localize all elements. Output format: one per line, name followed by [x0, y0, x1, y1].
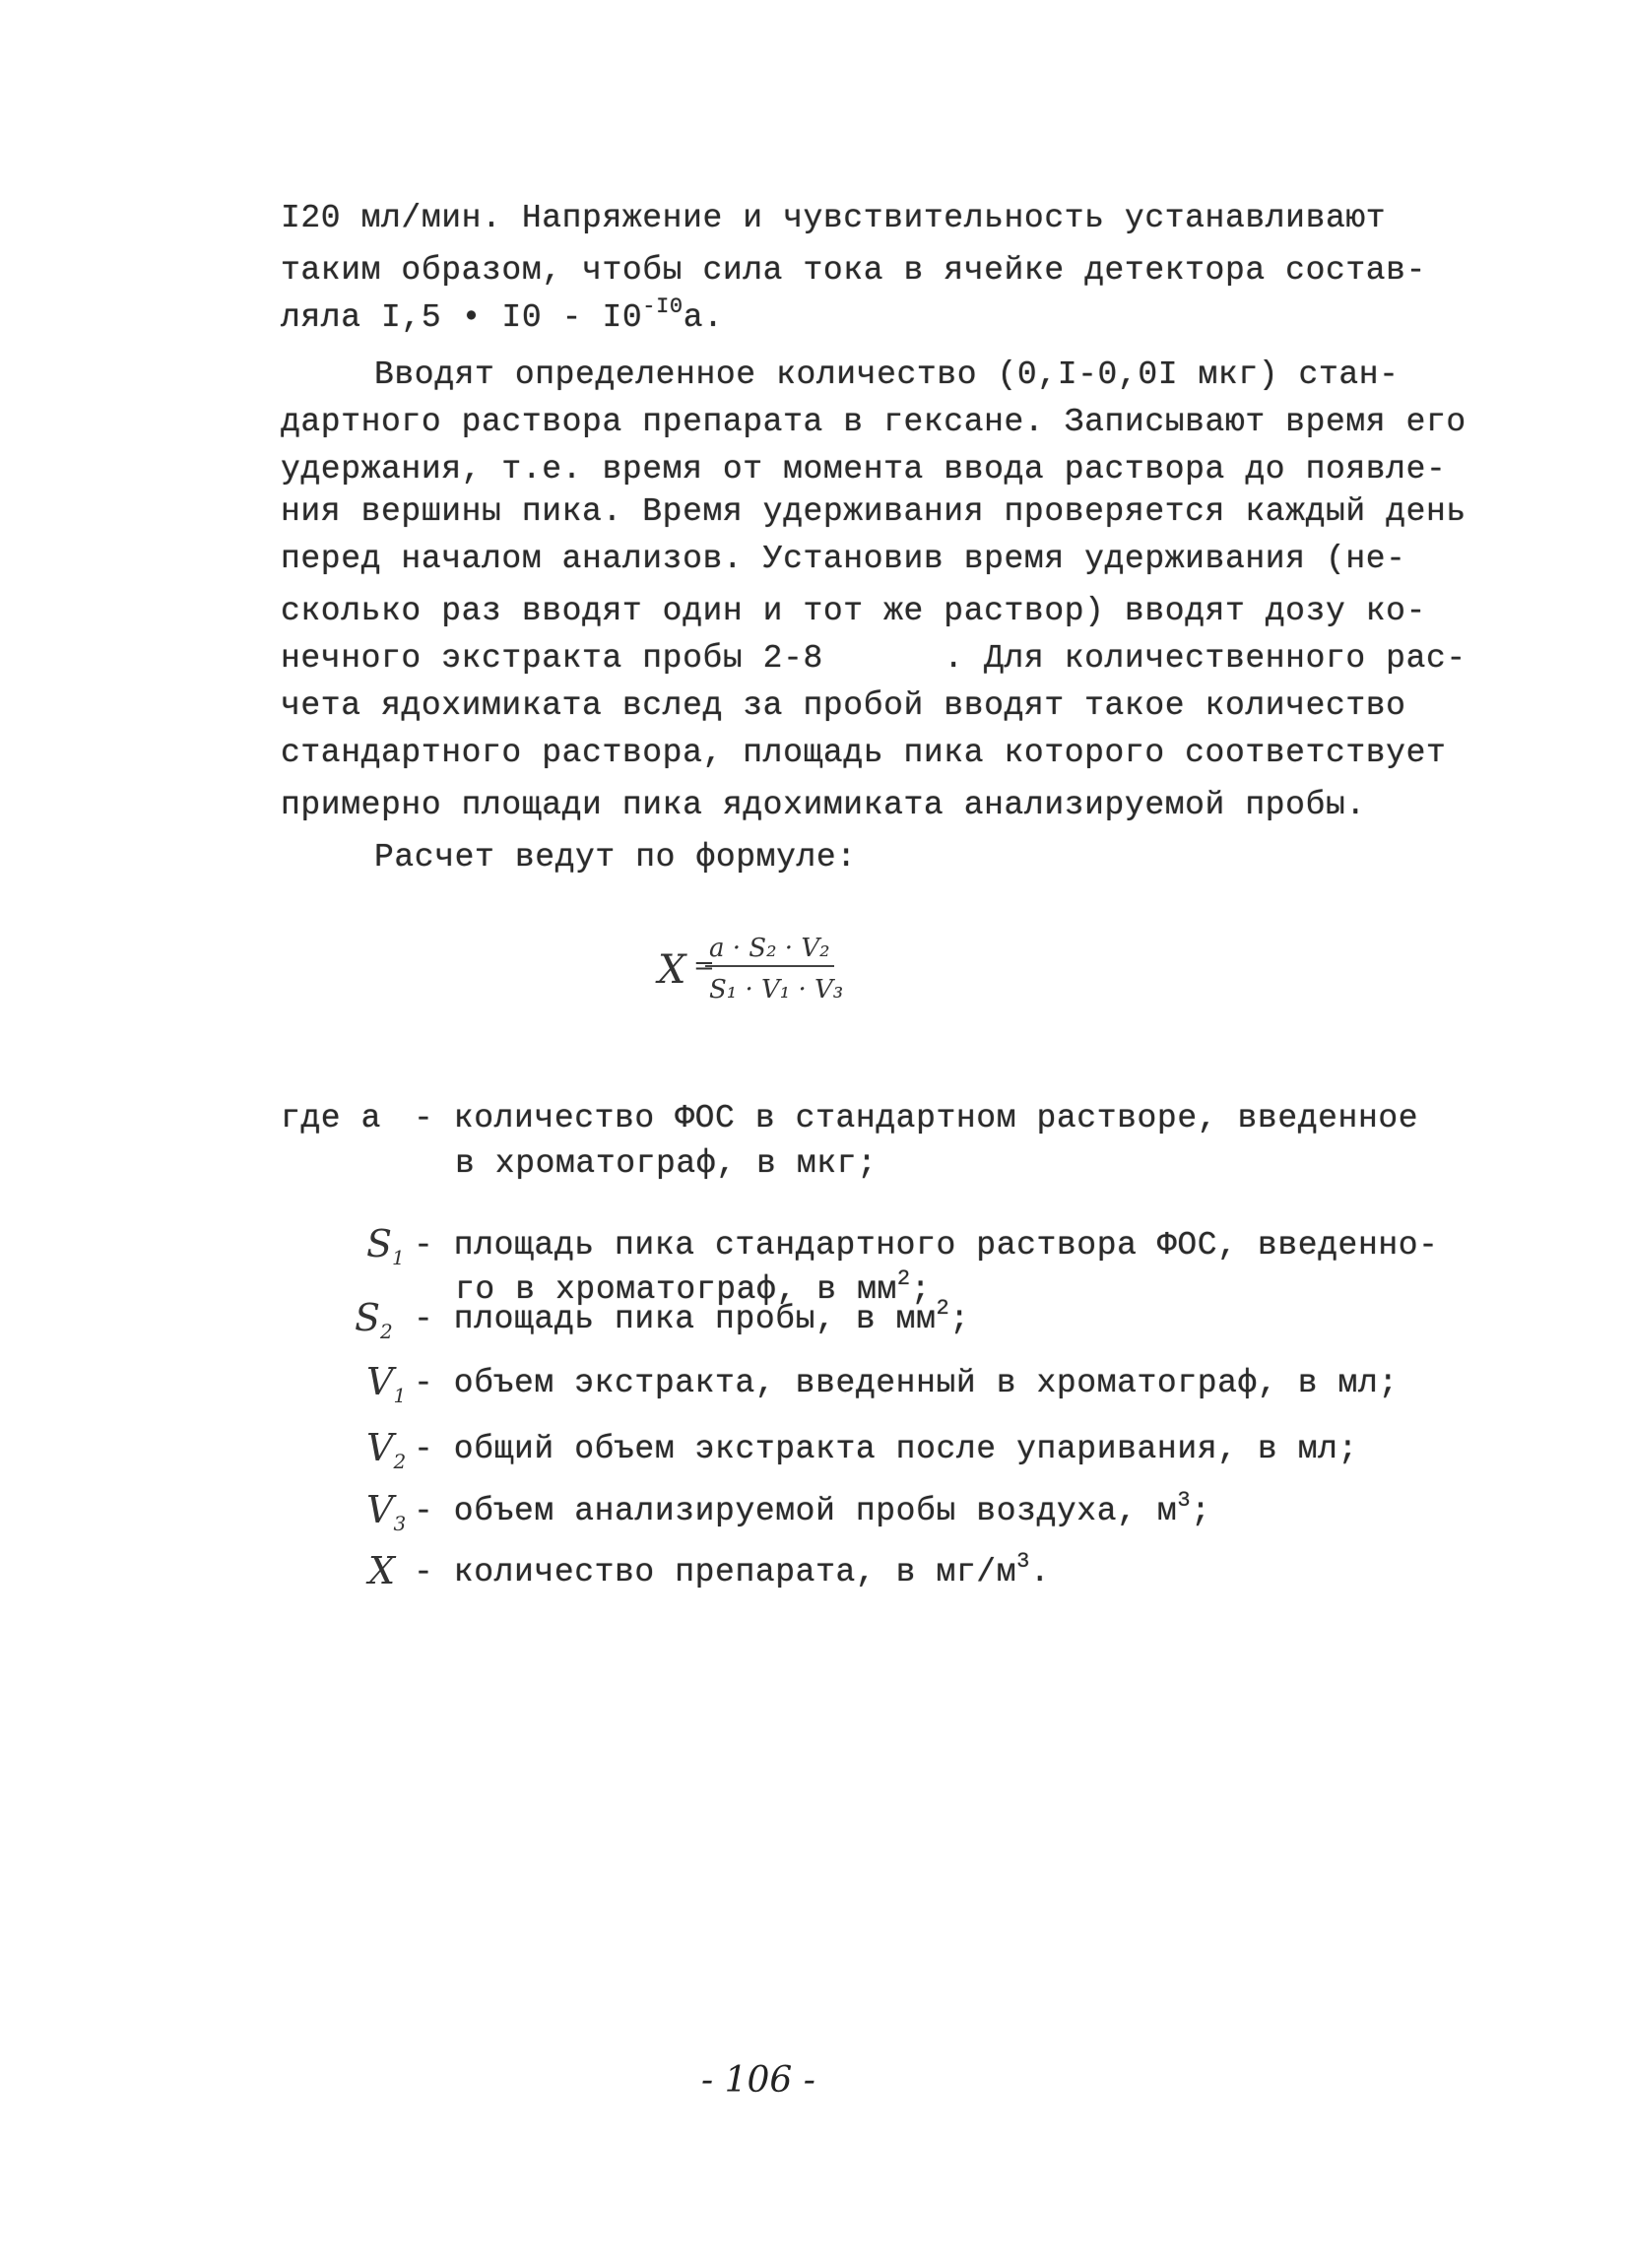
- definition-text: [414, 1549, 1051, 1592]
- formula-numerator: a · S₂ · V₂: [705, 934, 834, 967]
- symbol-v2: [366, 1428, 406, 1481]
- line-text: го в хроматограф, в мм: [455, 1271, 897, 1308]
- symbol-letter: V: [366, 1360, 394, 1403]
- definition-text: в хроматограф, в мкг;: [455, 1145, 878, 1182]
- text-line: удержания, т.е. время от момента ввода раствора до появле-: [281, 451, 1447, 487]
- text-line: Вводят определенное количество (0,I-0,0I мкг) стан-: [374, 356, 1400, 393]
- symbol-letter: V: [366, 1488, 394, 1531]
- text-line: дартного раствора препарата в гексане. Записывают время его: [281, 404, 1466, 440]
- formula-intro: Расчет ведут по формуле:: [374, 839, 857, 875]
- definition-text: [414, 1296, 970, 1339]
- formula-equals: =: [693, 951, 715, 981]
- definition-text: - количество ФОС в стандартном растворе, введенное: [414, 1100, 1419, 1136]
- symbol-subscript: 1: [392, 1246, 405, 1269]
- line-tail: .: [1029, 1554, 1051, 1590]
- line-text: - площадь пика пробы, в мм: [414, 1301, 937, 1337]
- definition-text: - площадь пика стандартного раствора ФОС, введенно-: [414, 1227, 1439, 1264]
- superscript: 2: [896, 1266, 911, 1291]
- definition-text: - общий объем экстракта после упаривания, в мл;: [414, 1431, 1358, 1467]
- text-line: перед началом анализов. Установив время удерживания (не-: [281, 541, 1406, 577]
- symbol-subscript: 1: [393, 1384, 407, 1407]
- page-number: - 106 -: [701, 2060, 815, 2101]
- symbol-subscript: 2: [393, 1450, 407, 1473]
- superscript: -I0: [642, 294, 684, 319]
- symbol-x: [368, 1551, 395, 1590]
- definition-text: [414, 1488, 1211, 1531]
- superscript: 3: [1016, 1549, 1030, 1574]
- symbol-letter: S: [366, 1222, 393, 1265]
- line-text: ляла I,5 • I0 - I0: [281, 299, 643, 336]
- formula-denominator: S₁ · V₁ · V₃: [709, 975, 844, 1004]
- line-tail: ;: [910, 1271, 932, 1308]
- symbol-v1: [366, 1362, 406, 1415]
- text-line: таким образом, чтобы сила тока в ячейке детектора состав-: [281, 252, 1426, 289]
- symbol-letter: V: [366, 1426, 394, 1469]
- line-text: - количество препарата, в мг/м: [414, 1554, 1017, 1590]
- superscript: 3: [1177, 1488, 1192, 1513]
- symbol-v3: [366, 1490, 406, 1543]
- symbol-subscript: 3: [393, 1512, 407, 1535]
- text-line: стандартного раствора, площадь пика которого соответствует: [281, 735, 1447, 771]
- where-label: где а: [281, 1100, 382, 1136]
- line-tail: ;: [1191, 1493, 1211, 1529]
- text-line: сколько раз вводят один и тот же раствор) вводят дозу ко-: [281, 593, 1426, 629]
- superscript: 2: [936, 1296, 950, 1321]
- text-line: чета ядохимиката вслед за пробой вводят такое количество: [281, 687, 1406, 724]
- text-line: I20 мл/мин. Напряжение и чувствительность устанавливают: [281, 200, 1387, 236]
- symbol-letter: S: [355, 1296, 381, 1339]
- symbol-letter: X: [368, 1549, 396, 1592]
- definition-text: - объем экстракта, введенный в хроматограф, в мл;: [414, 1365, 1399, 1401]
- line-tail: а.: [683, 299, 724, 336]
- text-line: [281, 294, 724, 338]
- symbol-s1: [366, 1224, 405, 1277]
- symbol-s2: [355, 1298, 393, 1351]
- text-line: ния вершины пика. Время удерживания проверяется каждый день: [281, 493, 1466, 530]
- line-tail: ;: [949, 1301, 970, 1337]
- text-line: примерно площади пика ядохимиката анализируемой пробы.: [281, 787, 1366, 823]
- line-text: - объем анализируемой пробы воздуха, м: [414, 1493, 1178, 1529]
- formula-lhs: X: [658, 947, 686, 993]
- symbol-subscript: 2: [380, 1320, 393, 1343]
- text-line: нечного экстракта пробы 2-8 . Для количественного рас-: [281, 640, 1466, 677]
